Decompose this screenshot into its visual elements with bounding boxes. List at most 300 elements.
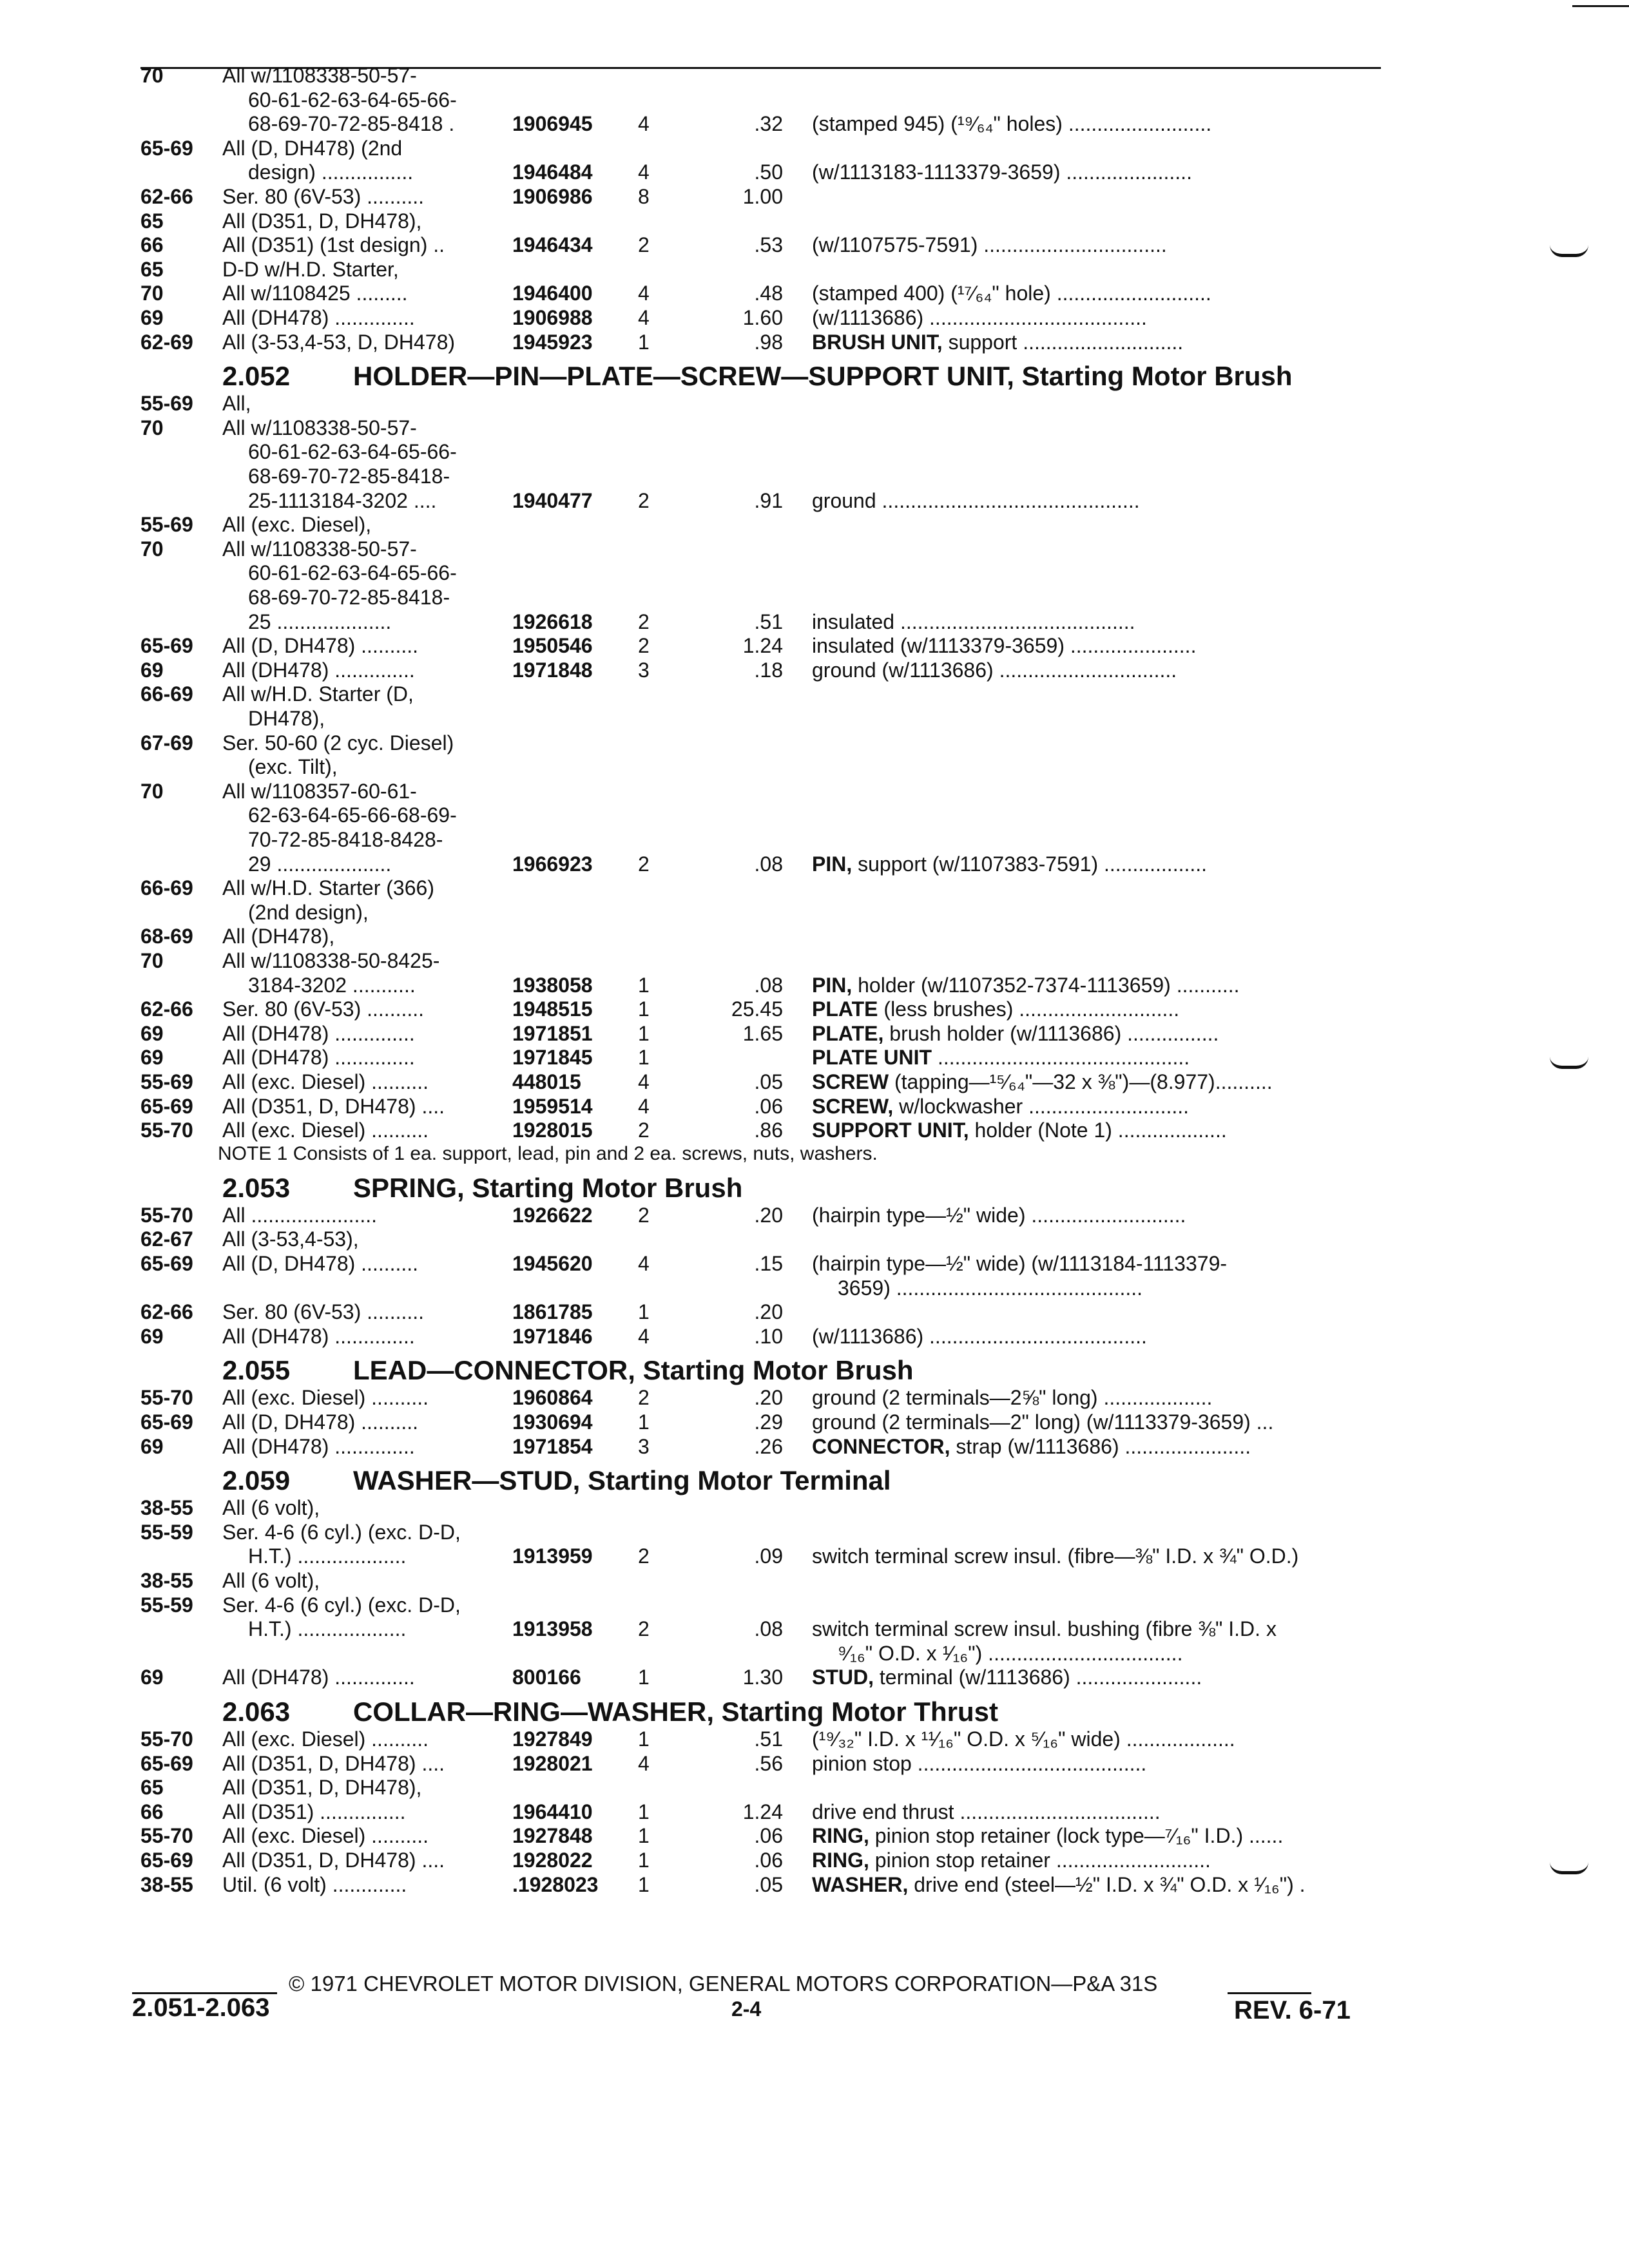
part-number: 1946434 [512, 233, 593, 257]
table-row [0, 512, 1629, 537]
list-price: .50 [754, 160, 783, 184]
description [812, 1617, 1277, 1641]
model-year: 69 [140, 1324, 164, 1348]
part-name: SUPPORT UNIT, [812, 1119, 969, 1142]
quantity: 4 [638, 1252, 650, 1275]
part-name: RING, [812, 1824, 869, 1848]
application: All w/1108357-60-61- [222, 779, 417, 803]
description [838, 1641, 1182, 1666]
table-row [0, 900, 1629, 925]
part-number: 1971846 [512, 1324, 593, 1348]
table-row [0, 706, 1629, 731]
table-row [0, 1045, 1629, 1070]
table-row [0, 111, 1629, 136]
model-year: 65-69 [140, 1849, 193, 1872]
application: All (3-53,4-53, D, DH478) [222, 330, 456, 354]
model-year: 62-67 [140, 1227, 193, 1251]
description-text: ground ............................................. [812, 488, 1140, 512]
description [838, 1276, 1142, 1300]
model-year: 65-69 [140, 1094, 193, 1118]
list-price: 1.24 [742, 1800, 783, 1823]
section-header [0, 359, 1629, 394]
model-year: 70 [140, 416, 164, 439]
part-name: BRUSH UNIT, [812, 330, 943, 354]
table-row [0, 1021, 1629, 1046]
part-number: 1940477 [512, 488, 593, 512]
description [812, 633, 1196, 658]
part-number: 1913958 [512, 1617, 593, 1641]
section-header [0, 1695, 1629, 1729]
part-number: 1960864 [512, 1386, 593, 1410]
table-row [0, 257, 1629, 282]
description [812, 330, 1183, 354]
application: Ser. 4-6 (6 cyl.) (exc. D-D, [222, 1593, 461, 1617]
application: All (D, DH478) .......... [222, 1252, 419, 1275]
quantity: 4 [638, 1070, 650, 1093]
application: 3184-3202 ........... [248, 973, 416, 997]
model-year: 65 [140, 257, 164, 281]
part-name: RING, [812, 1849, 869, 1872]
section-title: LEAD—CONNECTOR, Starting Motor Brush [353, 1355, 914, 1386]
description [812, 1434, 1251, 1459]
description-text: insulated ......................................... [812, 610, 1135, 633]
quantity: 2 [638, 488, 650, 512]
part-number: 1938058 [512, 973, 593, 997]
model-year: 68-69 [140, 925, 193, 948]
application: All (D, DH478) .......... [222, 634, 419, 658]
model-year: 55-69 [140, 1070, 193, 1093]
quantity: 1 [638, 1300, 650, 1324]
part-name: SCREW, [812, 1094, 894, 1118]
list-price: .91 [754, 488, 783, 512]
description-text: terminal (w/1113686) ...................... [879, 1666, 1202, 1689]
description-text: pinion stop ........................................ [812, 1751, 1147, 1775]
table-row [0, 1665, 1629, 1689]
part-number: 1927848 [512, 1824, 593, 1848]
application: All (DH478), [222, 925, 335, 948]
list-price: .29 [754, 1410, 783, 1434]
table-row [0, 1872, 1629, 1897]
quantity: 2 [638, 634, 650, 658]
application: All (6 volt), [222, 1569, 320, 1592]
quantity: 4 [638, 1324, 650, 1348]
application: All (exc. Diesel) .......... [222, 1386, 429, 1410]
table-row [0, 464, 1629, 488]
application: All w/1108338-50-57- [222, 416, 417, 439]
application: 62-63-64-65-66-68-69- [248, 803, 457, 827]
description-text: ⁹⁄₁₆" O.D. x ¹⁄₁₆") .................................. [838, 1641, 1183, 1665]
description-text: ground (2 terminals—2" long) (w/1113379-3659) ... [812, 1410, 1274, 1434]
list-price: .48 [754, 282, 783, 305]
model-year: 55-69 [140, 513, 193, 537]
description-text: strap (w/1113686) ...................... [956, 1434, 1251, 1458]
application: All (exc. Diesel), [222, 513, 372, 537]
description [812, 973, 1240, 997]
description-text: switch terminal screw insul. bushing (fibre ⅜" I.D. x [812, 1617, 1277, 1641]
description-text: 3659) ........................................... [838, 1276, 1143, 1300]
model-year: 69 [140, 1666, 164, 1689]
description-text: (less brushes) ............................ [883, 997, 1180, 1021]
list-price: .05 [754, 1872, 783, 1896]
part-number: 1913959 [512, 1544, 593, 1568]
table-row [0, 1385, 1629, 1410]
model-year: 70 [140, 537, 164, 561]
description [812, 233, 1167, 257]
list-price: 1.30 [742, 1666, 783, 1689]
application: 25-1113184-3202 .... [248, 488, 437, 512]
quantity: 1 [638, 1727, 650, 1751]
table-row [0, 1118, 1629, 1142]
application: All w/H.D. Starter (366) [222, 876, 434, 900]
quantity: 1 [638, 1021, 650, 1045]
model-year: 38-55 [140, 1872, 193, 1896]
list-price: .08 [754, 1617, 783, 1641]
model-year: 69 [140, 306, 164, 329]
description-text: (w/1113183-1113379-3659) ...................... [812, 160, 1192, 184]
part-name: PIN, [812, 852, 853, 876]
description [812, 610, 1135, 634]
quantity: 1 [638, 1824, 650, 1848]
description-text: (¹⁹⁄₃₂" I.D. x ¹¹⁄₁₆" O.D. x ⁵⁄₁₆" wide) ................... [812, 1727, 1235, 1751]
model-year: 55-70 [140, 1119, 193, 1142]
application: All (D351, D, DH478) .... [222, 1751, 445, 1775]
application: All (exc. Diesel) .......... [222, 1824, 429, 1848]
description-text: ............................................ [937, 1046, 1190, 1070]
table-row [0, 1520, 1629, 1544]
section-title: SPRING, Starting Motor Brush [353, 1172, 743, 1203]
quantity: 2 [638, 1617, 650, 1641]
table-row [0, 537, 1629, 561]
description-text: holder (Note 1) ................... [974, 1119, 1227, 1142]
model-year: 67-69 [140, 731, 193, 754]
table-row [0, 281, 1629, 305]
list-price: .06 [754, 1849, 783, 1872]
margin-mark [1550, 245, 1588, 257]
list-price: .20 [754, 1300, 783, 1324]
part-number: 1946484 [512, 160, 593, 184]
model-year: 66-69 [140, 682, 193, 706]
list-price: .08 [754, 852, 783, 876]
application: All (D351, D, DH478), [222, 1776, 422, 1800]
section-number: 2.059 [222, 1465, 291, 1496]
table-row [0, 779, 1629, 803]
part-number: 1861785 [512, 1300, 593, 1324]
application: All (D351, D, DH478), [222, 209, 422, 233]
list-price: 1.24 [742, 634, 783, 658]
description-text: ground (w/1113686) ............................... [812, 658, 1177, 682]
description-text: support ............................ [948, 330, 1184, 354]
margin-mark [1550, 1862, 1588, 1874]
application: All (D351, D, DH478) .... [222, 1094, 445, 1118]
list-price: .10 [754, 1324, 783, 1348]
table-row [0, 1276, 1629, 1300]
part-number: 1966923 [512, 852, 593, 876]
part-number: 1930694 [512, 1410, 593, 1434]
quantity: 1 [638, 1046, 650, 1070]
part-name: STUD, [812, 1666, 874, 1689]
quantity: 4 [638, 306, 650, 329]
list-price: .26 [754, 1434, 783, 1458]
description [812, 1800, 1161, 1824]
application: D-D w/H.D. Starter, [222, 257, 399, 281]
table-row [0, 852, 1629, 876]
table-row [0, 876, 1629, 900]
part-number: 1945620 [512, 1252, 593, 1275]
application: Ser. 80 (6V-53) .......... [222, 185, 425, 208]
table-row [0, 1641, 1629, 1666]
application: All w/H.D. Starter (D, [222, 682, 414, 706]
table-row [0, 1203, 1629, 1227]
footer-section-range: 2.051-2.063 [132, 1994, 270, 2022]
table-row [0, 924, 1629, 948]
table-row [0, 585, 1629, 610]
table-row [0, 948, 1629, 973]
part-number: 1948515 [512, 997, 593, 1021]
list-price: .32 [754, 112, 783, 136]
table-row [0, 1751, 1629, 1776]
model-year: 55-59 [140, 1593, 193, 1617]
quantity: 2 [638, 1544, 650, 1568]
section-header [0, 1463, 1629, 1498]
application: All (DH478) .............. [222, 1021, 415, 1045]
application: Ser. 50-60 (2 cyc. Diesel) [222, 731, 454, 754]
application: All (3-53,4-53), [222, 1227, 359, 1251]
quantity: 2 [638, 1203, 650, 1227]
quantity: 1 [638, 1849, 650, 1872]
part-name: CONNECTOR, [812, 1434, 950, 1458]
application: Util. (6 volt) ............. [222, 1872, 407, 1896]
table-row [0, 88, 1629, 112]
application: All w/1108338-50-57- [222, 537, 417, 561]
quantity: 4 [638, 160, 650, 184]
part-name: PLATE, [812, 1021, 884, 1045]
part-number: 1928015 [512, 1119, 593, 1142]
list-price: .98 [754, 330, 783, 354]
table-row [0, 330, 1629, 354]
application: All (exc. Diesel) .......... [222, 1070, 429, 1093]
table-row [0, 184, 1629, 209]
model-year: 65-69 [140, 1410, 193, 1434]
description-text: (w/1107575-7591) ................................ [812, 233, 1167, 257]
table-row [0, 1495, 1629, 1520]
table-row [0, 1070, 1629, 1094]
model-year: 66 [140, 1800, 164, 1823]
model-year: 62-69 [140, 330, 193, 354]
application: All (D351) ............... [222, 1800, 406, 1823]
table-row [0, 63, 1629, 88]
list-price: 25.45 [731, 997, 783, 1021]
part-number: 800166 [512, 1666, 581, 1689]
description [812, 1410, 1273, 1434]
model-year: 62-66 [140, 185, 193, 208]
model-year: 70 [140, 949, 164, 972]
quantity: 2 [638, 1119, 650, 1142]
application: Ser. 4-6 (6 cyl.) (exc. D-D, [222, 1520, 461, 1544]
description-text: (hairpin type—½" wide) ........................... [812, 1203, 1186, 1227]
quantity: 2 [638, 610, 650, 633]
application: design) ................ [248, 160, 414, 184]
part-number: 1927849 [512, 1727, 593, 1751]
model-year: 69 [140, 1021, 164, 1045]
description [812, 997, 1179, 1021]
application: All (exc. Diesel) .......... [222, 1727, 429, 1751]
part-number: 1950546 [512, 634, 593, 658]
quantity: 1 [638, 1666, 650, 1689]
application: All (DH478) .............. [222, 1324, 415, 1348]
table-row [0, 1300, 1629, 1324]
description-text: ground (2 terminals—2⅝" long) ................... [812, 1386, 1213, 1410]
description [812, 852, 1207, 876]
description-text: support (w/1107383-7591) .................. [858, 852, 1208, 876]
part-name: PIN, [812, 973, 853, 997]
application: DH478), [248, 707, 325, 730]
table-row [0, 1251, 1629, 1276]
list-price: .53 [754, 233, 783, 257]
application: All ...................... [222, 1203, 378, 1227]
list-price: .51 [754, 1727, 783, 1751]
quantity: 4 [638, 1751, 650, 1775]
table-row [0, 1617, 1629, 1641]
footer-rule-right [1228, 1992, 1311, 1994]
description [812, 1021, 1219, 1046]
section-header [0, 1171, 1629, 1206]
quantity: 2 [638, 1386, 650, 1410]
application: 60-61-62-63-64-65-66- [248, 561, 457, 585]
model-year: 70 [140, 282, 164, 305]
part-number: .1928023 [512, 1872, 599, 1896]
application: All (D351, D, DH478) .... [222, 1849, 445, 1872]
list-price: .06 [754, 1094, 783, 1118]
description-text: (w/1113686) ...................................... [812, 1324, 1147, 1348]
description-text: (stamped 400) (¹⁷⁄₆₄" hole) ........................... [812, 282, 1211, 305]
table-row [0, 561, 1629, 585]
application: All (DH478) .............. [222, 306, 415, 329]
list-price: .20 [754, 1203, 783, 1227]
model-year: 65-69 [140, 136, 193, 160]
section-number: 2.052 [222, 361, 291, 392]
section-note: NOTE 1 Consists of 1 ea. support, lead, pin and 2 ea. screws, nuts, washers. [218, 1142, 878, 1164]
description-text: (hairpin type—½" wide) (w/1113184-1113379- [812, 1252, 1228, 1275]
description-text: drive end thrust ................................... [812, 1800, 1161, 1823]
list-price: .51 [754, 610, 783, 633]
part-number: 1964410 [512, 1800, 593, 1823]
description [812, 305, 1147, 330]
table-row [0, 803, 1629, 827]
application: 68-69-70-72-85-8418 . [248, 112, 455, 136]
model-year: 38-55 [140, 1496, 193, 1520]
table-row [0, 233, 1629, 257]
footer-copyright: © 1971 CHEVROLET MOTOR DIVISION, GENERAL MOTORS CORPORATION—P&A 31S [289, 1972, 1158, 1995]
table-row [0, 136, 1629, 160]
application: 68-69-70-72-85-8418- [248, 465, 450, 488]
description [812, 1872, 1306, 1897]
part-number: 1971851 [512, 1021, 593, 1045]
part-name: SCREW [812, 1070, 889, 1093]
table-row [0, 1410, 1629, 1434]
application: H.T.) ................... [248, 1617, 407, 1641]
list-price: .06 [754, 1824, 783, 1848]
quantity: 8 [638, 185, 650, 208]
application: All (D, DH478) .......... [222, 1410, 419, 1434]
description [812, 658, 1177, 682]
description [812, 1848, 1211, 1872]
footer-revision: REV. 6-71 [1234, 1996, 1351, 2024]
description [812, 1203, 1186, 1227]
part-number: 1945923 [512, 330, 593, 354]
table-row [0, 827, 1629, 852]
description-text: pinion stop retainer ........................... [874, 1849, 1211, 1872]
description-text: (tapping—¹⁵⁄₆₄"—32 x ⅜")—(8.977).......... [894, 1070, 1273, 1093]
table-row [0, 754, 1629, 779]
list-price: .18 [754, 658, 783, 682]
list-price: .56 [754, 1751, 783, 1775]
table-row [0, 439, 1629, 464]
application: H.T.) ................... [248, 1544, 407, 1568]
description-text: holder (w/1107352-7374-1113659) ........... [858, 973, 1240, 997]
application: 68-69-70-72-85-8418- [248, 586, 450, 609]
table-row [0, 997, 1629, 1021]
application: All (DH478) .............. [222, 1666, 415, 1689]
footer-page-number: 2-4 [731, 1997, 762, 2021]
table-row [0, 305, 1629, 330]
model-year: 65 [140, 1776, 164, 1800]
model-year: 55-70 [140, 1203, 193, 1227]
part-name: PLATE UNIT [812, 1046, 932, 1070]
section-title: HOLDER—PIN—PLATE—SCREW—SUPPORT UNIT, Starting Motor Brush [353, 361, 1293, 392]
model-year: 38-55 [140, 1569, 193, 1592]
quantity: 4 [638, 282, 650, 305]
section-header [0, 1353, 1629, 1388]
part-number: 1946400 [512, 282, 593, 305]
section-title: WASHER—STUD, Starting Motor Terminal [353, 1465, 891, 1496]
application: All (DH478) .............. [222, 1046, 415, 1070]
description [812, 1544, 1298, 1568]
description-text: pinion stop retainer (lock type—⁷⁄₁₆" I.D.) ...... [874, 1824, 1284, 1848]
application: 60-61-62-63-64-65-66- [248, 88, 457, 111]
application: Ser. 80 (6V-53) .......... [222, 1300, 425, 1324]
part-number: 1906986 [512, 185, 593, 208]
list-price: .86 [754, 1119, 783, 1142]
table-row [0, 1848, 1629, 1872]
table-row [0, 1800, 1629, 1824]
application: All, [222, 392, 251, 416]
description [812, 1385, 1212, 1410]
application: 29 .................... [248, 852, 392, 876]
table-row [0, 1094, 1629, 1119]
quantity: 1 [638, 973, 650, 997]
description [812, 1045, 1190, 1070]
list-price: 1.00 [742, 185, 783, 208]
application: All w/1108338-50-57- [222, 64, 417, 87]
list-price: .15 [754, 1252, 783, 1275]
model-year: 55-70 [140, 1727, 193, 1751]
model-year: 65-69 [140, 634, 193, 658]
model-year: 69 [140, 1434, 164, 1458]
part-number: 448015 [512, 1070, 581, 1093]
description [812, 488, 1140, 513]
quantity: 2 [638, 852, 650, 876]
table-row [0, 488, 1629, 513]
section-title: COLLAR—RING—WASHER, Starting Motor Thrust [353, 1696, 998, 1727]
part-number: 1926618 [512, 610, 593, 633]
description [812, 1118, 1227, 1142]
table-row [0, 682, 1629, 706]
model-year: 65-69 [140, 1252, 193, 1275]
list-price: 1.65 [742, 1021, 783, 1045]
description [812, 1823, 1283, 1848]
application: 60-61-62-63-64-65-66- [248, 440, 457, 464]
part-name: WASHER, [812, 1872, 909, 1896]
